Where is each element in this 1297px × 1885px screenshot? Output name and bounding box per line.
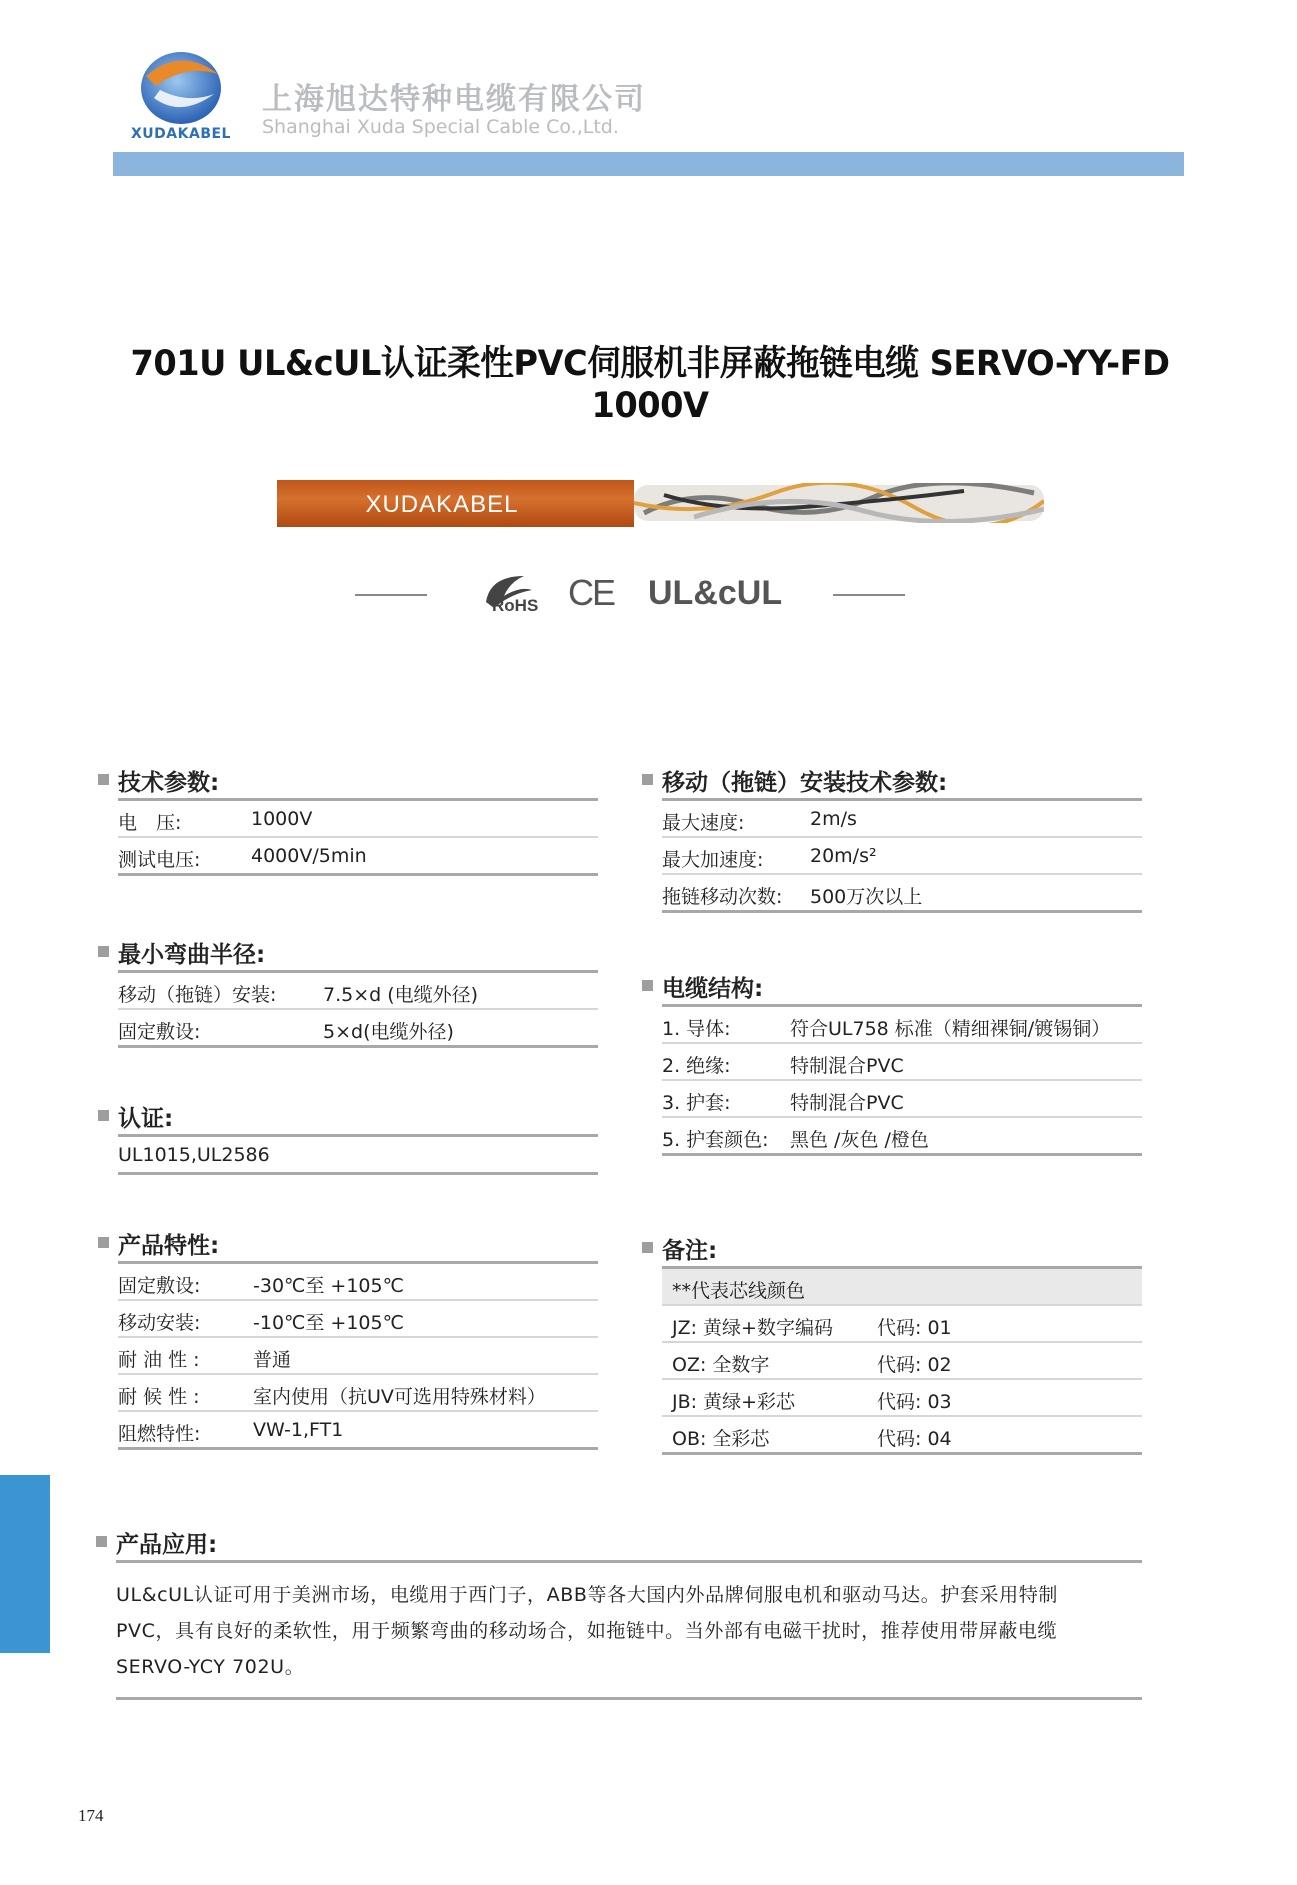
row-label: 移动安装: (118, 1312, 201, 1334)
section-heading: 技术参数: (118, 770, 220, 796)
section-heading: 移动（拖链）安装技术参数: (662, 770, 948, 796)
row-value: 符合UL758 标准（精细裸铜/镀锡铜） (790, 1018, 1111, 1040)
table-row (662, 875, 1142, 913)
row-value: 特制混合PVC (790, 1055, 904, 1077)
application-section (96, 1526, 1142, 1700)
certification-section (98, 1100, 598, 1175)
section-heading: 最小弯曲半径: (118, 942, 266, 968)
header-bar (113, 152, 1184, 176)
row-value: -10℃至 +105℃ (253, 1312, 404, 1334)
code-value: 代码: 02 (877, 1354, 952, 1376)
rohs-mark: RoHS (492, 596, 539, 615)
section-bullet (642, 980, 653, 991)
table-row (662, 801, 1142, 838)
application-line: UL&cUL认证可用于美洲市场，电缆用于西门子，ABB等各大国内外品牌伺服电机和驱动马达。护套采用特制 (116, 1584, 1058, 1606)
row-label: 3. 护套: (662, 1092, 731, 1114)
section-bullet (642, 774, 653, 785)
row-value: VW-1,FT1 (253, 1419, 344, 1441)
cable-label: XUDAKABEL (365, 491, 519, 518)
row-label: 固定敷设: (118, 1021, 201, 1043)
table-row (662, 1118, 1142, 1156)
row-value: 5×d(电缆外径) (323, 1021, 454, 1043)
structure-section (642, 970, 1142, 1156)
table-row (662, 838, 1142, 875)
row-label: 5. 护套颜色: (662, 1129, 769, 1151)
row-label: 耐 油 性 : (118, 1349, 200, 1371)
row-value: 特制混合PVC (790, 1092, 904, 1114)
code-value: 代码: 03 (877, 1391, 952, 1413)
table-row (118, 973, 598, 1010)
row-label: 1. 导体: (662, 1018, 731, 1040)
table-row (662, 1306, 1142, 1343)
section-bullet (98, 946, 109, 957)
company-name-cn: 上海旭达特种电缆有限公司 (262, 82, 646, 117)
certification-value: UL1015,UL2586 (118, 1144, 270, 1166)
company-name-en: Shanghai Xuda Special Cable Co.,Ltd. (262, 116, 619, 138)
cable-image (277, 480, 1047, 530)
application-text (116, 1563, 1142, 1700)
table-row (118, 838, 598, 876)
row-value: 室内使用（抗UV可选用特殊材料） (253, 1386, 546, 1408)
code-value: 代码: 04 (877, 1428, 952, 1450)
row-label: 最大加速度: (662, 849, 764, 871)
logo-wordmark: XUDAKABEL (131, 126, 231, 142)
table-row (118, 1137, 598, 1175)
code-description: OZ: 全数字 (672, 1354, 770, 1376)
table-row (118, 1264, 598, 1301)
section-bullet (98, 774, 109, 785)
section-bullet (98, 1237, 109, 1248)
table-row (118, 1301, 598, 1338)
table-row (662, 1007, 1142, 1044)
section-bullet (98, 1110, 109, 1121)
table-row (662, 1044, 1142, 1081)
row-label: 耐 候 性 : (118, 1386, 200, 1408)
remarks-section (642, 1232, 1142, 1455)
remarks-note-row (662, 1269, 1142, 1306)
row-label: 移动（拖链）安装: (118, 984, 277, 1006)
bend-radius-section (98, 936, 598, 1048)
row-label: 2. 绝缘: (662, 1055, 731, 1077)
side-tab (0, 1475, 50, 1653)
table-row (118, 1375, 598, 1412)
section-heading: 产品特性: (118, 1233, 220, 1259)
remarks-note: **代表芯线颜色 (672, 1280, 806, 1302)
code-description: JZ: 黄绿+数字编码 (672, 1317, 833, 1339)
table-row (662, 1081, 1142, 1118)
row-label: 固定敷设: (118, 1275, 201, 1297)
table-row (662, 1417, 1142, 1455)
cert-divider-left (355, 594, 427, 596)
section-bullet (96, 1536, 107, 1547)
row-value: 7.5×d (电缆外径) (323, 984, 479, 1006)
page-number: 174 (78, 1806, 104, 1825)
row-value: 普通 (253, 1349, 292, 1371)
row-label: 最大速度: (662, 812, 745, 834)
code-description: JB: 黄绿+彩芯 (672, 1391, 795, 1413)
row-label: 测试电压: (118, 849, 201, 871)
section-heading: 产品应用: (116, 1532, 218, 1558)
page-title: 701U UL&cUL认证柔性PVC伺服机非屏蔽拖链电缆 SERVO-YY-FD 1000V (130, 344, 1170, 426)
row-label: 电 压: (118, 812, 182, 834)
row-value: 20m/s² (810, 845, 877, 867)
code-description: OB: 全彩芯 (672, 1428, 770, 1450)
application-line: PVC，具有良好的柔软性，用于频繁弯曲的移动场合，如拖链中。当外部有电磁干扰时，推荐使用带屏蔽电缆 (116, 1620, 1058, 1642)
table-row (118, 1010, 598, 1048)
section-heading: 电缆结构: (662, 976, 764, 1002)
application-line: SERVO-YCY 702U。 (116, 1656, 305, 1678)
row-value: -30℃至 +105℃ (253, 1275, 404, 1297)
ce-mark: CE (568, 572, 615, 613)
row-value: 1000V (251, 808, 313, 830)
table-row (662, 1343, 1142, 1380)
section-heading: 备注: (662, 1238, 718, 1264)
row-value: 4000V/5min (251, 845, 367, 867)
ul-mark: UL&cUL (648, 574, 783, 612)
row-label: 阻燃特性: (118, 1423, 201, 1445)
table-row (662, 1380, 1142, 1417)
row-value: 黑色 /灰色 /橙色 (790, 1129, 929, 1151)
cable-cores (634, 483, 1044, 523)
row-value: 2m/s (810, 808, 857, 830)
movement-params-section (642, 764, 1142, 913)
section-heading: 认证: (118, 1106, 174, 1132)
tech-params-section (98, 764, 598, 876)
table-row (118, 801, 598, 838)
features-section (98, 1227, 598, 1450)
section-bullet (642, 1242, 653, 1253)
table-row (118, 1338, 598, 1375)
row-value: 500万次以上 (810, 886, 923, 908)
code-value: 代码: 01 (877, 1317, 952, 1339)
row-label: 拖链移动次数: (662, 886, 783, 908)
cert-divider-right (833, 594, 905, 596)
table-row (118, 1412, 598, 1450)
